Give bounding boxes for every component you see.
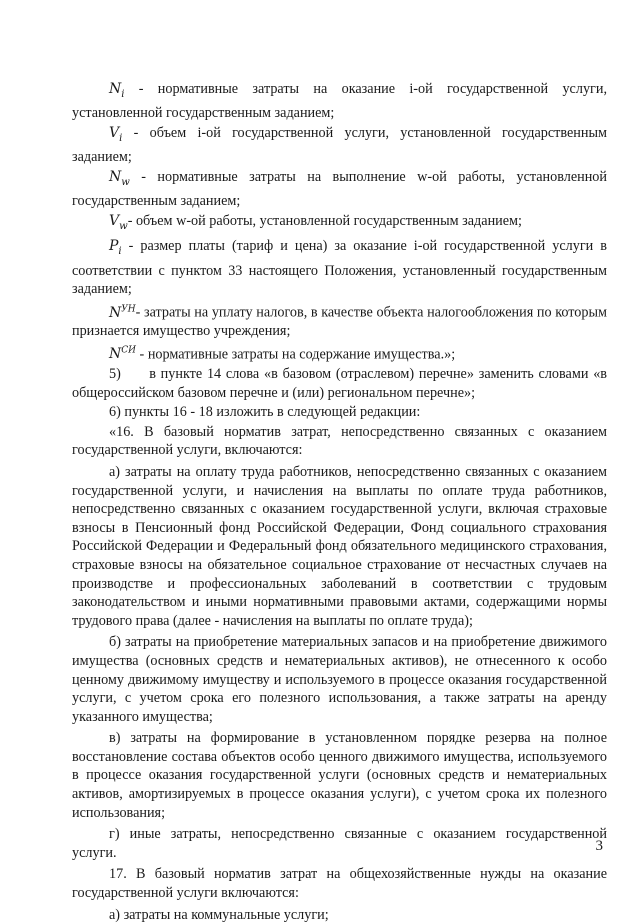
definition-pi: $P_i$ - размер платы (тариф и цена) за оказание i-ой государственной услуги в соответствии с пунктом 33 настоящего Положения, установленный государственным заданием; <box>72 238 607 298</box>
definition-vi: $V_i$ - объем i-ой государственной услуги, установленной государственным заданием; <box>72 124 607 166</box>
paragraph-17: 17. В базовый норматив затрат на общехозяйственные нужды на оказание государственной услуги включаются: <box>72 866 607 902</box>
page-number: 3 <box>595 838 603 854</box>
document-page <box>72 80 607 924</box>
paragraph-item-5: 5) в пункте 14 слова «в базовом (отраслевом) перечне» заменить словами «в общероссийском базовом перечне и (или) региональном перечне»; <box>72 366 607 401</box>
symbol-vi: $V_i$ <box>109 124 123 144</box>
paragraph-16-b: б) затраты на приобретение материальных запасов и на приобретение движимого имущества (основных средств и нематериальных активов), не отнесенного к особо ценному движимому имуществу и используемого в процессе оказания государственной услуги, с учетом срока его полезного использования, а также затраты на аренду указанного имущества; <box>72 634 607 725</box>
symbol-nw: $N_w$ <box>109 168 130 188</box>
symbol-ni: $N_i$ <box>109 81 125 100</box>
symbol-nsi: $N^{СИ}$ <box>109 345 136 363</box>
paragraph-16-v: в) затраты на формирование в установленном порядке резерва на полное восстановление состава объектов особо ценного движимого имущества, используемого в процессе оказания государственной услуги (основных средств и нематериальных активов, амортизируемых в процессе оказания услуги), с учетом срока их полезного использования; <box>72 730 607 821</box>
paragraph-16-a: а) затраты на оплату труда работников, непосредственно связанных с оказанием государственной услуги, и начисления на выплаты по оплате труда работников, непосредственно связанных с оказанием государственной услуги, включая страховые взносы в Пенсионный фонд Российской Федерации, Фонд социального страхования Российской Федерации и Федеральный фонд обязательного медицинского страхования, страховые взносы на обязательное социальное страхование от несчастных случаев на производстве и профессиональных заболеваний в соответствии с трудовым законодательством и иными нормативными правовыми актами, содержащими нормы трудового права (далее - начисления на выплаты по оплате труда); <box>72 463 607 629</box>
paragraph-item-6: 6) пункты 16 - 18 изложить в следующей редакции: <box>109 404 421 421</box>
symbol-vw: $V_w$ <box>109 212 128 232</box>
definition-nw: $N_w$ - нормативные затраты на выполнение w-ой работы, установленной государственным заданием; <box>72 168 607 210</box>
symbol-nun: $N^{УН}$ <box>109 303 136 321</box>
definition-nsi: $N^{СИ}$ - нормативные затраты на содержание имущества.»; <box>109 345 456 363</box>
symbol-pi: $P_i$ <box>109 238 122 258</box>
definition-ni: $N_i$ - нормативные затраты на оказание i-ой государственной услуги, установленной государственным заданием; <box>72 81 607 122</box>
paragraph-17-a: а) затраты на коммунальные услуги; <box>109 906 329 923</box>
definition-nun: $N^{УН}-$ затраты на уплату налогов, в качестве объекта налогообложения по которым признается имущество учреждения; <box>72 303 607 340</box>
definition-vw: $V_w-$ объем w-ой работы, установленной государственным заданием; <box>109 212 522 232</box>
paragraph-16-g: г) иные затраты, непосредственно связанные с оказанием государственной услуги. <box>72 826 607 861</box>
paragraph-16: «16. В базовый норматив затрат, непосредственно связанных с оказанием государственной услуги, включаются: <box>72 423 607 459</box>
